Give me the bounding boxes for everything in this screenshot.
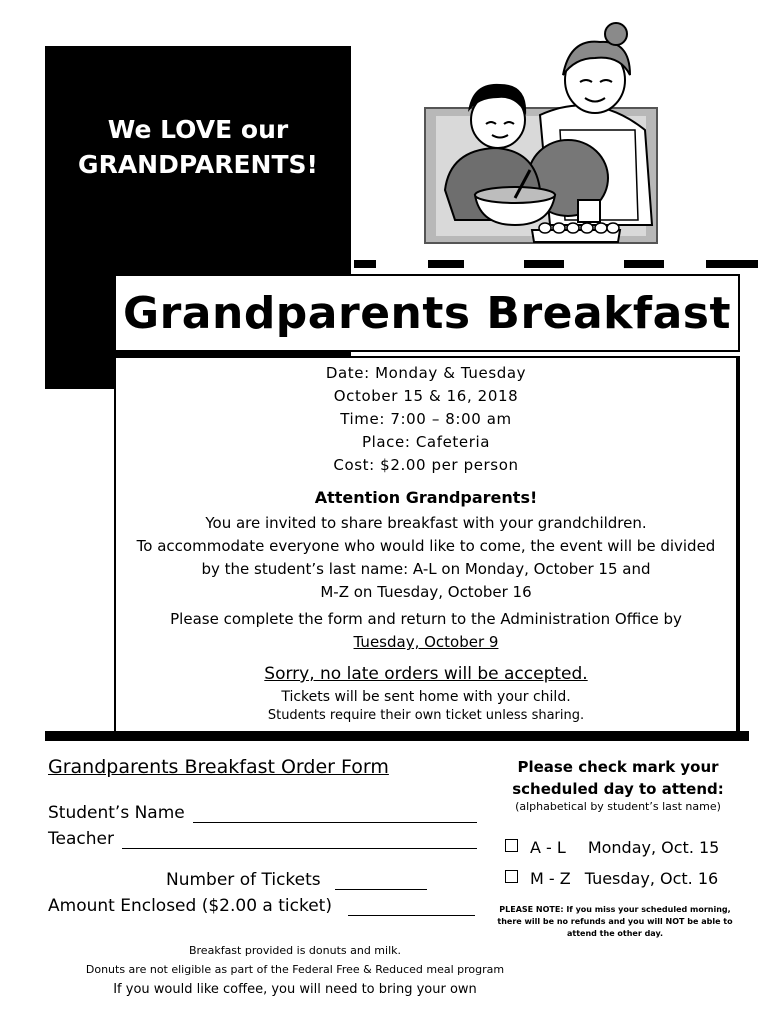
attention-line-2: To accommodate everyone who would like to come, the event will be divided: [136, 537, 716, 555]
schedule-heading-line-1: Please check mark your: [517, 758, 719, 776]
banner-line-2: GRANDPARENTS!: [78, 150, 318, 179]
order-form-title: Grandparents Breakfast Order Form: [48, 756, 389, 778]
please-note: [484, 904, 746, 940]
students-note: Students require their own ticket unless sharing.: [267, 708, 585, 723]
amount-field[interactable]: [348, 915, 475, 916]
return-instructions: Please complete the form and return to the Administration Office by: [170, 610, 682, 628]
tickets-field[interactable]: [335, 889, 427, 890]
schedule-heading-line-2: scheduled day to attend:: [512, 780, 724, 798]
footer-line-1: Breakfast provided is donuts and milk.: [188, 944, 401, 957]
option-a-l[interactable]: [505, 838, 719, 857]
note-line-2: there will be no refunds and you will NOT be able to: [497, 917, 733, 926]
title-box: [114, 274, 740, 352]
option-m-z-checkbox[interactable]: [505, 870, 518, 883]
detail-date: Date: Monday & Tuesday: [325, 364, 527, 382]
schedule-heading: [490, 756, 746, 800]
banner-text: [45, 112, 351, 182]
detail-place: Place: Cafeteria: [361, 433, 491, 451]
attention-line-3: by the student’s last name: A-L on Monday, October 15 and: [201, 560, 651, 578]
footer-line-2: Donuts are not eligible as part of the Federal Free & Reduced meal program: [85, 963, 505, 976]
page-title: Grandparents Breakfast: [122, 287, 731, 339]
amount-label: Amount Enclosed ($2.00 a ticket): [48, 896, 332, 916]
tickets-label: Number of Tickets: [166, 870, 321, 890]
option-m-z-day: Tuesday, Oct. 16: [584, 869, 719, 888]
option-a-l-day: Monday, Oct. 15: [587, 838, 720, 857]
schedule-subheading: (alphabetical by student’s last name): [515, 800, 721, 813]
dashed-divider: [228, 258, 758, 270]
note-line-1: PLEASE NOTE: If you miss your scheduled morning,: [499, 905, 731, 914]
option-a-l-checkbox[interactable]: [505, 839, 518, 852]
return-deadline: Tuesday, October 9: [353, 633, 499, 651]
info-box-bottom-bar: [45, 731, 749, 741]
attention-heading: Attention Grandparents!: [314, 488, 538, 507]
attention-line-1: You are invited to share breakfast with your grandchildren.: [205, 514, 647, 532]
student-name-field[interactable]: [193, 822, 477, 823]
detail-dates: October 15 & 16, 2018: [333, 387, 519, 405]
attention-line-4: M-Z on Tuesday, October 16: [320, 583, 532, 601]
teacher-field[interactable]: [122, 848, 477, 849]
option-a-l-group: A - L: [530, 838, 566, 857]
detail-time: Time: 7:00 – 8:00 am: [340, 410, 512, 428]
banner-line-1: We LOVE our: [107, 115, 289, 144]
teacher-label: Teacher: [48, 829, 114, 849]
student-name-label: Student’s Name: [48, 803, 185, 823]
note-line-3: attend the other day.: [567, 929, 663, 938]
event-info-box: [114, 356, 740, 732]
no-late-orders-notice: Sorry, no late orders will be accepted.: [264, 664, 588, 684]
grandma-child-baking-illustration: [420, 20, 670, 255]
tickets-note: Tickets will be sent home with your child.: [281, 689, 571, 705]
option-m-z[interactable]: [505, 869, 718, 888]
footer-line-3: If you would like coffee, you will need to bring your own: [113, 982, 477, 997]
option-m-z-group: M - Z: [530, 869, 571, 888]
detail-cost: Cost: $2.00 per person: [333, 456, 519, 474]
